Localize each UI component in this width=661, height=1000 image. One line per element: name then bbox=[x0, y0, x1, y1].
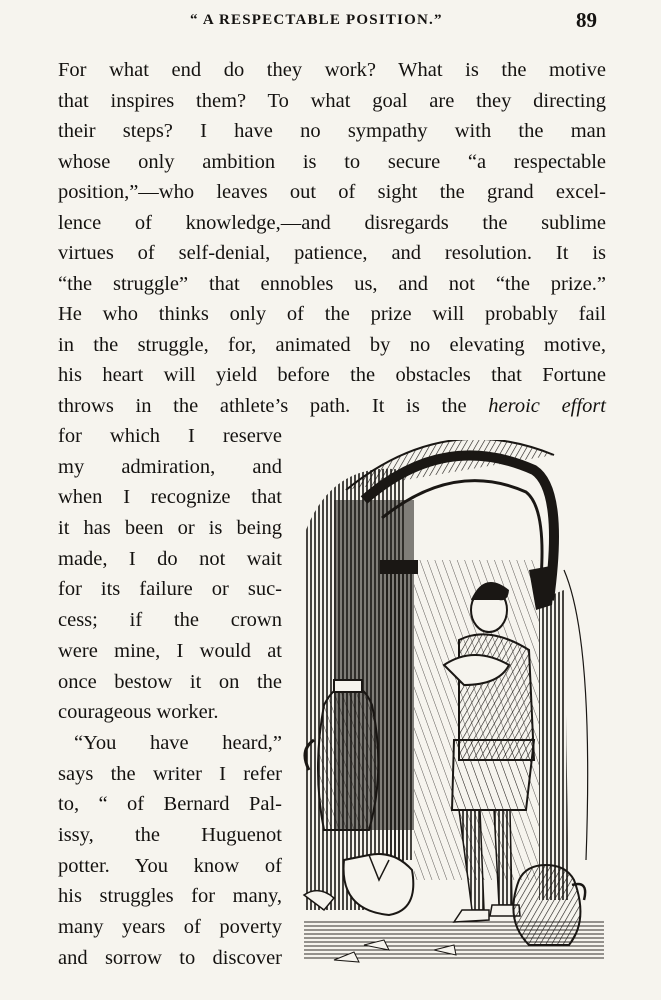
text-line: for which I reserve bbox=[58, 425, 282, 447]
text-line: says the writer I refer bbox=[58, 762, 282, 785]
text-line: when I recognize that bbox=[58, 486, 282, 509]
text-line: lence of knowledge,—and disregards the sublime bbox=[58, 211, 606, 234]
wrapped-text-column bbox=[58, 421, 282, 973]
text-line: my admiration, and bbox=[58, 455, 282, 478]
text-line: their steps? I have no sympathy with the man bbox=[58, 120, 606, 142]
full-width-text-block bbox=[58, 55, 606, 421]
text-line: many years of poverty bbox=[58, 916, 282, 938]
text-line: it has been or is being bbox=[58, 517, 282, 540]
text-line: and sorrow to discover bbox=[58, 946, 282, 969]
engraving-illustration bbox=[294, 440, 614, 976]
text-line: courageous worker. bbox=[58, 701, 219, 724]
text-line: whose only ambition is to secure “a respectable bbox=[58, 150, 606, 173]
text-line bbox=[58, 391, 606, 422]
text-line: that inspires them? To what goal are they directing bbox=[58, 89, 606, 112]
text-line: “You have heard,” bbox=[74, 731, 282, 754]
text-line: For what end do they work? What is the motive bbox=[58, 59, 606, 81]
text-line: made, I do not wait bbox=[58, 547, 282, 570]
text-line: “the struggle” that ennobles us, and not “the prize.” bbox=[58, 272, 606, 295]
text-line: his heart will yield before the obstacles that Fortune bbox=[58, 364, 606, 386]
text-line: virtues of self-denial, patience, and resolution. It is bbox=[58, 242, 606, 264]
text-line: He who thinks only of the prize will probably fail bbox=[58, 303, 606, 325]
text-line: position,”—who leaves out of sight the grand excel- bbox=[58, 181, 606, 203]
text-run: throws in the athlete’s path. It is the bbox=[58, 394, 489, 417]
running-title: “ A RESPECTABLE POSITION.” bbox=[190, 12, 443, 28]
text-line: in the struggle, for, animated by no elevating motive, bbox=[58, 333, 606, 356]
page-header bbox=[0, 6, 661, 36]
text-line: for its failure or suc- bbox=[58, 578, 282, 601]
text-line: issy, the Huguenot bbox=[58, 823, 282, 846]
text-line: cess; if the crown bbox=[58, 609, 282, 632]
text-line: once bestow it on the bbox=[58, 670, 282, 693]
text-line: to, “ of Bernard Pal- bbox=[58, 793, 282, 816]
text-line: potter. You know of bbox=[58, 854, 282, 877]
text-line: were mine, I would at bbox=[58, 639, 282, 662]
page-number: 89 bbox=[576, 8, 597, 32]
italic-phrase: heroic effort bbox=[488, 394, 606, 417]
text-line: his struggles for many, bbox=[58, 885, 282, 908]
potter-engraving-icon bbox=[294, 440, 614, 976]
